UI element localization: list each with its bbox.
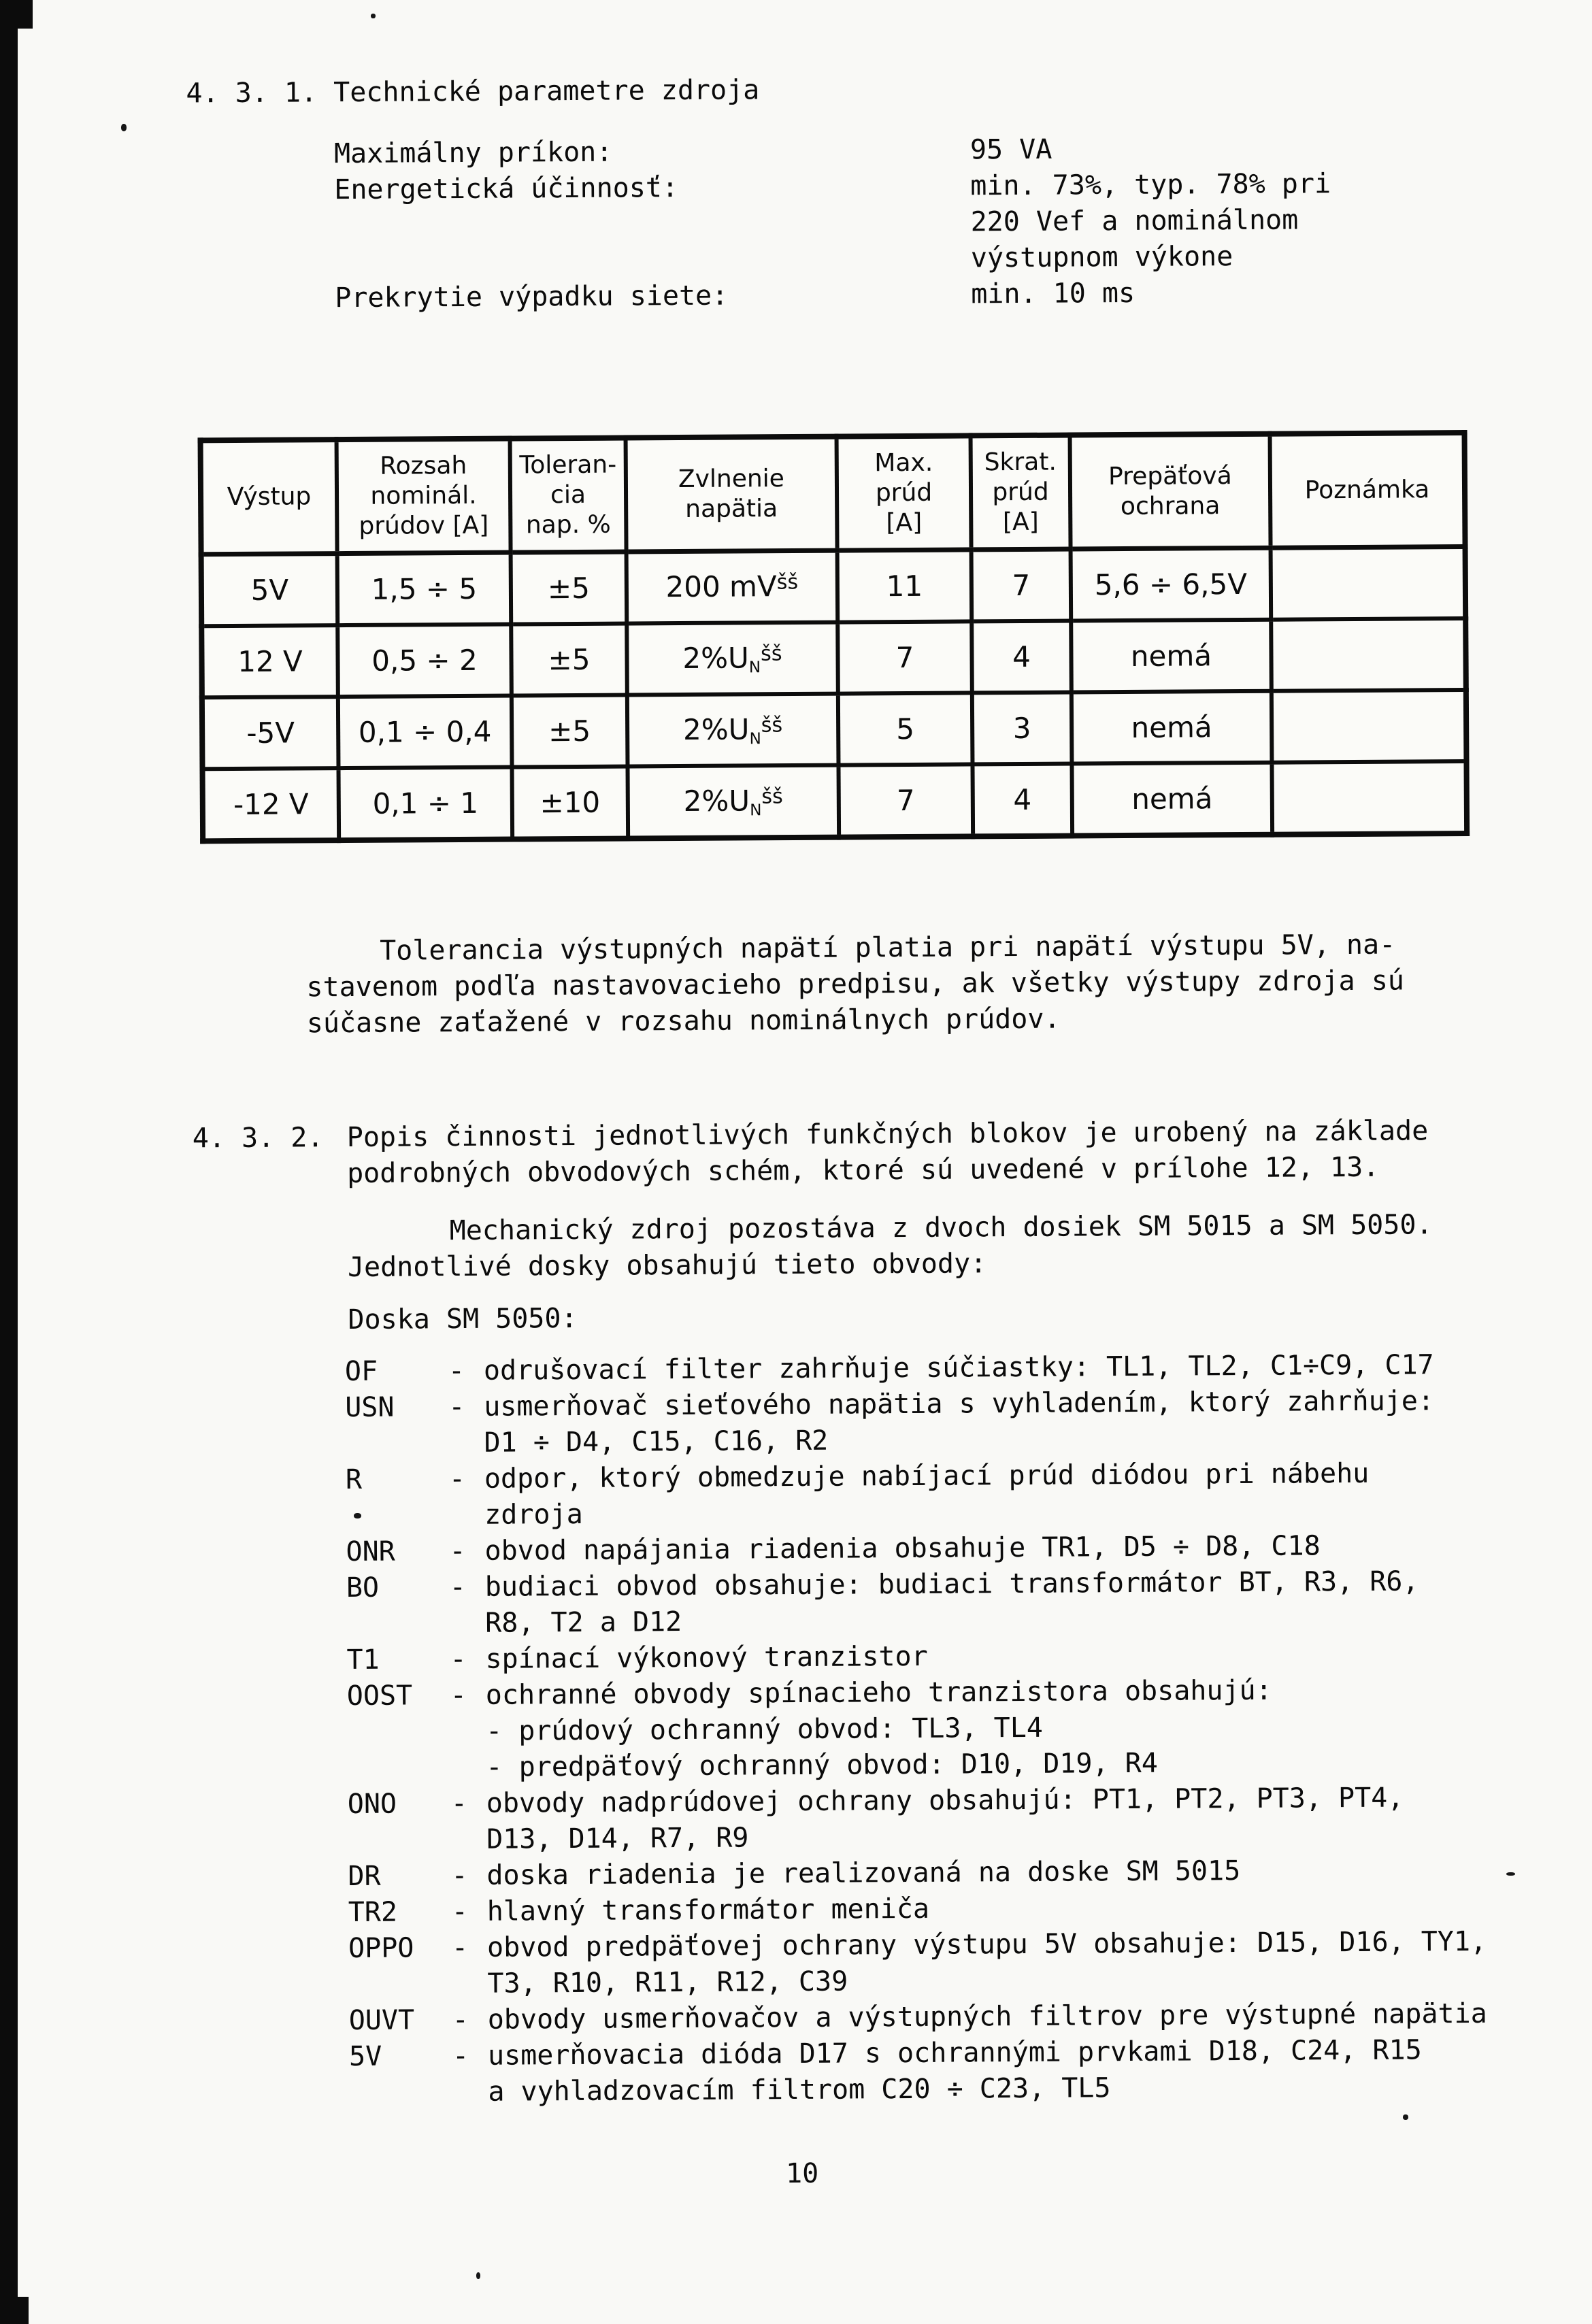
spec-table-header-row	[201, 433, 1465, 554]
cell-max-prud: 5	[838, 693, 973, 765]
block-label: OOST	[346, 1680, 413, 1712]
paragraph-line: podrobných obvodových schém, ktoré sú uvedené v prílohe 12, 13.	[347, 1151, 1380, 1190]
param-value: min. 10 ms	[971, 277, 1135, 310]
block-label: TR2	[348, 1896, 398, 1929]
block-text: obvod predpäťovej ochrany výstupu 5V obsahuje: D15, D16, TY1,	[486, 1925, 1487, 1963]
cell-rozsah: 0,1 ÷ 0,4	[338, 696, 512, 769]
cell-tolerancia: ±5	[512, 695, 628, 767]
block-label: DR	[348, 1860, 381, 1893]
param-row	[334, 130, 1331, 172]
cell-max-prud: 11	[838, 550, 972, 622]
header-max-prud: Max. prúd [A]	[837, 435, 972, 550]
cell-rozsah: 0,1 ÷ 1	[339, 767, 513, 841]
spec-table-wrapper	[198, 430, 1470, 844]
param-row	[335, 274, 1331, 316]
cell-tolerancia: ±5	[511, 624, 627, 696]
block-dash: -	[451, 1931, 469, 1964]
cell-poznamka	[1271, 618, 1466, 691]
block-text: usmerňovacia dióda D17 s ochrannými prvkami D18, C24, R15	[487, 2034, 1422, 2072]
page-number: 10	[785, 2157, 819, 2190]
section-2-number: 4. 3. 2.	[192, 1122, 324, 1155]
block-dash	[450, 1750, 486, 1786]
table-row	[201, 618, 1466, 697]
zvlnenie-superscript: šš	[761, 784, 783, 809]
block-text: odpor, ktorý obmedzuje nabíjací prúd diódou pri nábehu	[484, 1457, 1370, 1495]
zvlnenie-base: 2%U	[682, 640, 749, 675]
block-dash: -	[451, 1859, 468, 1892]
section-1-heading: 4. 3. 1. Technické parametre zdroja	[186, 74, 760, 110]
block-dash: -	[448, 1391, 465, 1423]
zvlnenie-base: 200 mV	[665, 569, 777, 603]
block-text: obvod napájania riadenia obsahuje TR1, D5 ÷ D8, C18	[484, 1530, 1321, 1567]
block-text: obvody usmerňovačov a výstupných filtrov pre výstupné napätia	[487, 1997, 1487, 2036]
list-item	[349, 2068, 1546, 2111]
table-row	[203, 761, 1467, 841]
scan-edge-left	[0, 0, 18, 2324]
zvlnenie-subscript: N	[750, 801, 762, 819]
param-value: 220 Vef a nominálnom	[970, 204, 1299, 238]
block-dash	[449, 1497, 484, 1533]
scan-speck	[1506, 1872, 1515, 1876]
block-label	[349, 2074, 452, 2111]
block-label	[347, 1750, 450, 1787]
header-tolerancia: Toleran- cia nap. %	[510, 438, 627, 553]
paragraph-line: súčasne zaťažené v rozsahu nominálnych prúdov.	[306, 1003, 1061, 1040]
cell-poznamka	[1272, 761, 1467, 835]
cell-zvlnenie	[627, 694, 839, 767]
block-label: T1	[346, 1644, 380, 1676]
scan-speck	[354, 1513, 361, 1518]
block-text: - prúdový ochranný obvod: TL3, TL4	[486, 1712, 1044, 1747]
cell-prepatova: nemá	[1072, 763, 1272, 836]
block-text: doska riadenia je realizovaná na doske SM 5015	[486, 1855, 1241, 1891]
table-row	[201, 546, 1466, 626]
cell-skrat-prud: 7	[972, 549, 1072, 621]
block-dash: -	[448, 1355, 465, 1387]
cell-poznamka	[1271, 546, 1466, 619]
header-vystup: Výstup	[201, 439, 337, 554]
cell-vystup: 5V	[201, 554, 338, 627]
block-label: ONR	[346, 1536, 395, 1568]
header-prepatova: Prepäťová ochrana	[1070, 434, 1271, 549]
paragraph-line: Popis činnosti jednotlivých funkčných blokov je urobený na základe	[346, 1115, 1429, 1154]
param-label	[335, 240, 971, 280]
paragraph-line: Tolerancia výstupných napätí platia pri napätí výstupu 5V, na-	[380, 929, 1396, 967]
cell-prepatova: nemá	[1071, 620, 1272, 693]
param-row	[334, 202, 1331, 244]
paragraph-line: stavenom podľa nastavovacieho predpisu, ak všetky výstupy zdroja sú	[306, 965, 1405, 1003]
block-text: R8, T2 a D12	[485, 1606, 682, 1639]
parameters-block	[334, 130, 1331, 316]
block-dash: -	[452, 2004, 469, 2036]
param-label: Maximálny príkon:	[333, 136, 613, 170]
header-rozsah: Rozsah nominál. prúdov [A]	[337, 439, 511, 554]
block-dash	[452, 1966, 487, 2002]
block-dash	[450, 1606, 485, 1642]
block-label: OUVT	[348, 2004, 415, 2037]
board-heading: Doska SM 5050:	[348, 1302, 578, 1336]
block-text: a vyhladzovacím filtrom C20 ÷ C23, TL5	[488, 2072, 1111, 2108]
block-dash	[450, 1714, 486, 1750]
param-value: min. 73%, typ. 78% pri	[970, 168, 1331, 202]
cell-prepatova: 5,6 ÷ 6,5V	[1071, 548, 1272, 620]
cell-skrat-prud: 3	[972, 693, 1072, 765]
block-text: D13, D14, R7, R9	[486, 1822, 749, 1855]
block-dash: -	[450, 1787, 468, 1820]
block-dash: -	[449, 1535, 466, 1567]
cell-max-prud: 7	[838, 764, 973, 837]
block-dash	[452, 2074, 488, 2110]
scan-speck	[476, 2272, 480, 2279]
block-text: zdroja	[484, 1498, 583, 1531]
cell-vystup: -5V	[202, 697, 339, 769]
cell-zvlnenie	[627, 550, 838, 623]
block-dash	[448, 1425, 484, 1461]
block-label	[348, 1822, 451, 1859]
block-dash: -	[450, 1679, 467, 1712]
block-text: odrušovací filter zahrňuje súčiastky: TL1, TL2, C1÷C9, C17	[483, 1349, 1434, 1387]
block-text: T3, R10, R11, R12, C39	[487, 1965, 848, 1999]
param-row	[335, 238, 1331, 280]
block-text: usmerňovač sieťového napätia s vyhladením, ktorý zahrňuje:	[484, 1385, 1435, 1423]
block-label: ONO	[347, 1788, 397, 1821]
zvlnenie-superscript: šš	[776, 569, 799, 595]
zvlnenie-base: 2%U	[682, 712, 750, 746]
block-label: R	[345, 1463, 363, 1496]
cell-prepatova: nemá	[1072, 691, 1272, 764]
zvlnenie-superscript: šš	[761, 713, 783, 737]
param-label	[334, 204, 970, 244]
block-dash: -	[452, 2040, 469, 2072]
cell-max-prud: 7	[838, 621, 972, 693]
header-skrat-prud: Skrat. prúd [A]	[971, 435, 1071, 550]
block-text: D1 ÷ D4, C15, C16, R2	[484, 1425, 829, 1459]
block-dash: -	[448, 1463, 466, 1495]
scan-edge-corner-bottom	[0, 2297, 29, 2324]
cell-tolerancia: ±10	[512, 767, 628, 840]
block-label: USN	[345, 1391, 395, 1424]
cell-vystup: -12 V	[203, 768, 339, 841]
section-2-text	[347, 1113, 1518, 1193]
scan-speck	[1403, 2114, 1408, 2120]
cell-skrat-prud: 4	[972, 621, 1072, 693]
param-label: Energetická účinnosť:	[334, 172, 679, 206]
zvlnenie-subscript: N	[748, 658, 761, 676]
param-label: Prekrytie výpadku siete:	[335, 280, 729, 314]
param-value: výstupnom výkone	[970, 241, 1233, 274]
block-text: obvody nadprúdovej ochrany obsahujú: PT1, PT2, PT3, PT4,	[486, 1782, 1404, 1819]
block-label	[347, 1714, 450, 1750]
block-label: BO	[346, 1572, 380, 1604]
paragraph-line: Jednotlivé dosky obsahujú tieto obvody:	[347, 1248, 987, 1284]
spec-table	[198, 430, 1470, 844]
zvlnenie-subscript: N	[749, 729, 761, 748]
cell-poznamka	[1272, 690, 1467, 763]
zvlnenie-base: 2%U	[683, 783, 750, 818]
block-dash: -	[449, 1571, 467, 1604]
block-text: ochranné obvody spínacieho tranzistora obsahujú:	[485, 1674, 1272, 1711]
block-label: OF	[344, 1355, 378, 1388]
paragraph-line: Mechanický zdroj pozostáva z dvoch dosiek SM 5015 a SM 5050.	[449, 1209, 1433, 1247]
cell-zvlnenie	[627, 765, 839, 839]
block-text: - predpäťový ochranný obvod: D10, D19, R4	[486, 1747, 1158, 1783]
header-zvlnenie: Zvlnenie napätia	[626, 437, 838, 552]
block-text: spínací výkonový tranzistor	[485, 1640, 928, 1675]
zvlnenie-superscript: šš	[760, 642, 782, 666]
block-label	[346, 1606, 450, 1642]
tolerance-paragraph	[306, 927, 1518, 1042]
mechanicky-paragraph	[348, 1207, 1519, 1286]
block-label	[348, 1966, 452, 2003]
scan-speck	[121, 124, 127, 131]
block-dash	[451, 1822, 486, 1858]
cell-rozsah: 0,5 ÷ 2	[337, 625, 512, 697]
scan-speck	[371, 14, 376, 18]
table-row	[202, 690, 1467, 769]
cell-zvlnenie	[627, 622, 838, 695]
block-text: hlavný transformátor meniča	[486, 1893, 930, 1927]
cell-skrat-prud: 4	[972, 764, 1072, 837]
cell-rozsah: 1,5 ÷ 5	[337, 552, 512, 625]
param-row	[334, 166, 1331, 208]
block-label: OPPO	[348, 1932, 414, 1965]
cell-vystup: 12 V	[201, 625, 338, 697]
block-dash: -	[450, 1643, 467, 1676]
block-label	[345, 1425, 448, 1462]
param-value: 95 VA	[969, 133, 1052, 166]
block-text: budiaci obvod obsahuje: budiaci transformátor BT, R3, R6,	[484, 1565, 1419, 1603]
circuit-block-list	[345, 1346, 1547, 2111]
block-dash: -	[451, 1895, 469, 1928]
block-label: 5V	[348, 2040, 382, 2073]
cell-tolerancia: ±5	[511, 552, 627, 625]
header-poznamka: Poznámka	[1270, 433, 1465, 548]
scan-edge-corner-top	[0, 0, 33, 29]
